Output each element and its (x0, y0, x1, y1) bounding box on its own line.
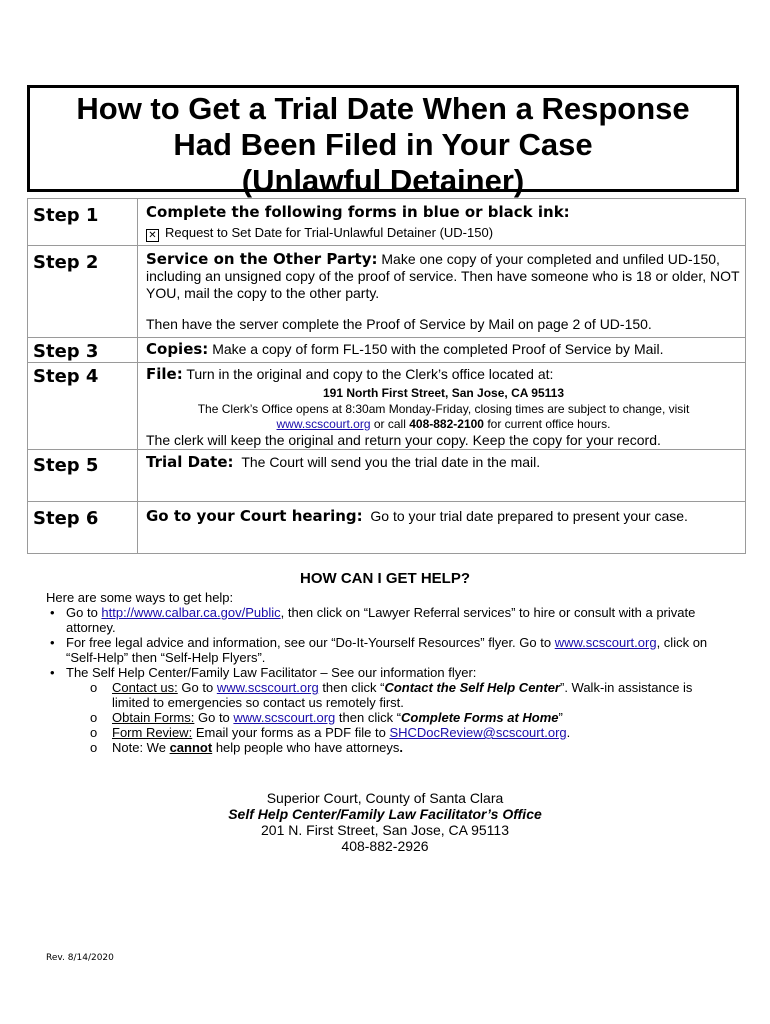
call-prefix: or call (373, 417, 406, 431)
sub-label: Obtain Forms: (112, 710, 195, 725)
step-content (138, 450, 746, 502)
step-row (28, 450, 746, 502)
sub-list-item (90, 710, 726, 725)
title-line-2: Had Been Filed in Your Case (173, 127, 593, 162)
step-row (28, 338, 746, 363)
step-heading: Trial Date: (146, 453, 234, 471)
list-item (50, 605, 726, 635)
emphasis: Contact the Self Help Center (384, 680, 560, 695)
text: Note: We (112, 740, 166, 755)
step-label: Step 3 (28, 338, 138, 363)
step-heading: Copies: (146, 340, 209, 358)
text: then click “ (322, 680, 385, 695)
title-line-3: (Unlawful Detainer) (241, 163, 525, 198)
scscourt-link[interactable]: www.scscourt.org (216, 680, 319, 695)
step-text: Turn in the original and copy to the Clerk’s office located at: (186, 366, 554, 382)
step-heading: Service on the Other Party: (146, 250, 378, 268)
step-content (138, 338, 746, 363)
scscourt-link[interactable]: www.scscourt.org (276, 417, 371, 431)
text: then click “ (338, 710, 402, 725)
footer-line-4: 408-882-2926 (341, 838, 429, 854)
step-text-2: Then have the server complete the Proof of Service by Mail on page 2 of UD-150. (146, 316, 652, 332)
checkbox-row (146, 224, 741, 242)
sub-bullet-icon: o (90, 710, 98, 725)
step-text: Make one copy of your completed and unfiled UD-150, including an unsigned copy of the proof of service. Then have someone who is 18 or older, NOT YOU, mail the copy to the other party. (146, 251, 740, 301)
sub-bullet-icon: o (90, 725, 98, 740)
step-heading: Complete the following forms in blue or black ink: (146, 203, 570, 221)
step-text: The Court will send you the trial date in the mail. (241, 454, 541, 470)
steps-table (27, 198, 746, 554)
text: , then click on “Lawyer Referral services” to hire or consult with a private attorney. (66, 605, 696, 635)
step-text: Go to your trial date prepared to present your case. (370, 508, 688, 524)
bullet-icon: • (50, 635, 55, 650)
step-row (28, 363, 746, 450)
text: ”. Walk-in assistance is limited to emergencies so contact us remotely first. (112, 680, 693, 710)
step-label: Step 4 (28, 363, 138, 450)
sub-list-item (90, 725, 726, 740)
step-label: Step 1 (28, 199, 138, 246)
calbar-link[interactable]: http://www.calbar.ca.gov/Public (101, 605, 281, 620)
text: , click on “Self-Help” then “Self-Help Flyers”. (66, 635, 708, 665)
footer-line-3: 201 N. First Street, San Jose, CA 95113 (261, 822, 509, 838)
step-row (28, 502, 746, 554)
clerk-contact (146, 417, 741, 432)
clerk-hours: The Clerk’s Office opens at 8:30am Monday-Friday, closing times are subject to change, visit (197, 402, 690, 416)
email-link[interactable]: SHCDocReview@scscourt.org (389, 725, 567, 740)
step-heading: File: (146, 365, 183, 383)
sub-list (66, 680, 726, 755)
step-content (138, 246, 746, 338)
text: The Self Help Center/Family Law Facilitator – See our information flyer: (66, 665, 477, 680)
title-box (27, 85, 739, 198)
step-content (138, 363, 746, 450)
text: help people who have attorneys (215, 740, 400, 755)
checked-box-icon: ✕ (146, 229, 159, 242)
sub-list-item (90, 740, 726, 755)
footer (0, 790, 770, 854)
help-intro: Here are some ways to get help: (46, 590, 234, 605)
list-item (50, 635, 726, 665)
footer-line-2: Self Help Center/Family Law Facilitator’s Office (228, 806, 542, 822)
list-item (50, 665, 726, 755)
step-content (138, 199, 746, 246)
clerk-phone: 408-882-2100 (409, 417, 484, 431)
call-suffix: for current office hours. (487, 417, 611, 431)
text: Go to (181, 680, 214, 695)
sub-label: Contact us: (112, 680, 178, 695)
sub-label: Form Review: (112, 725, 193, 740)
footer-line-1: Superior Court, County of Santa Clara (266, 790, 504, 806)
step-row (28, 199, 746, 246)
help-title: HOW CAN I GET HELP? (300, 570, 470, 587)
bullet-icon: • (50, 605, 55, 620)
text: Email your forms as a PDF file to (195, 725, 386, 740)
text: For free legal advice and information, see our “Do-It-Yourself Resources” flyer. Go to (66, 635, 552, 650)
checkbox-label: Request to Set Date for Trial-Unlawful Detainer (UD-150) (165, 225, 494, 240)
step-label: Step 5 (28, 450, 138, 502)
text: ” (558, 710, 563, 725)
bullet-icon: • (50, 665, 55, 680)
sub-bullet-icon: o (90, 680, 98, 695)
clerk-note: The clerk will keep the original and return your copy. Keep the copy for your record. (146, 432, 661, 448)
text: Go to (66, 605, 98, 620)
help-section (46, 590, 726, 755)
revision-date: Rev. 8/14/2020 (46, 953, 114, 963)
text: . (399, 740, 404, 755)
emphasis: cannot (169, 740, 213, 755)
text: Go to (197, 710, 230, 725)
sub-bullet-icon: o (90, 740, 98, 755)
sub-list-item (90, 680, 726, 710)
text: . (566, 725, 571, 740)
step-label: Step 2 (28, 246, 138, 338)
step-label: Step 6 (28, 502, 138, 554)
scscourt-link[interactable]: www.scscourt.org (554, 635, 657, 650)
step-text: Make a copy of form FL-150 with the completed Proof of Service by Mail. (212, 341, 664, 357)
scscourt-link[interactable]: www.scscourt.org (233, 710, 336, 725)
step-heading: Go to your Court hearing: (146, 507, 363, 525)
title-line-1: How to Get a Trial Date When a Response (76, 91, 690, 126)
step-content (138, 502, 746, 554)
help-list (46, 605, 726, 755)
clerk-address: 191 North First Street, San Jose, CA 95113 (323, 386, 564, 400)
emphasis: Complete Forms at Home (401, 710, 559, 725)
step-row (28, 246, 746, 338)
